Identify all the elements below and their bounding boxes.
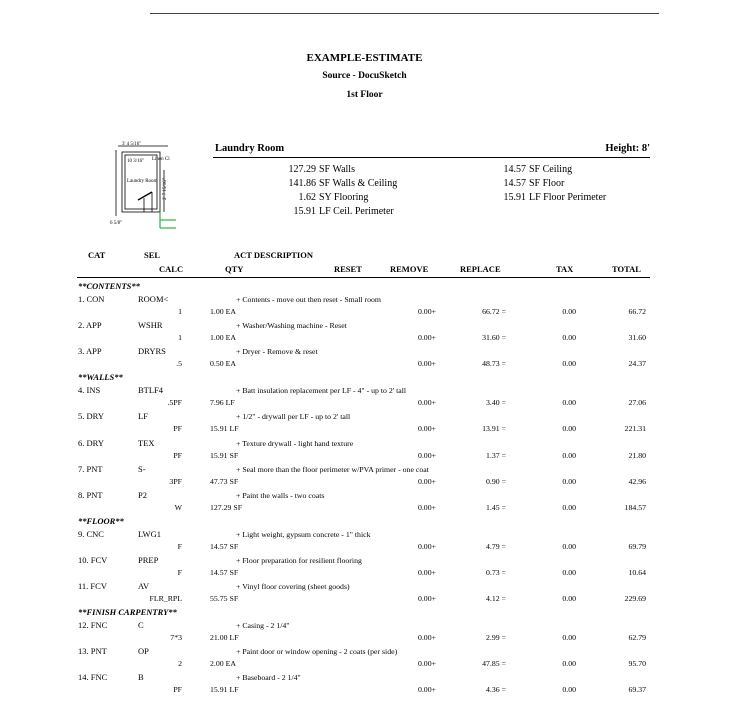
item-calc: 1: [178, 307, 182, 316]
item-remove: 0.00+: [417, 450, 436, 460]
measurement-unit: LF Floor Perimeter: [529, 192, 607, 203]
measurement-value: 14.57: [503, 178, 526, 189]
sketch-closet-label: Linen Cl: [152, 157, 170, 162]
item-tax: 0.00: [562, 450, 576, 460]
measurement-unit: SF Walls & Ceiling: [319, 178, 398, 189]
item-remove: 0.00+: [417, 333, 436, 343]
item-remove: 0.00+: [417, 359, 436, 369]
item-replace: 48.73 =: [482, 359, 506, 369]
item-description: + Light weight, gypsum concrete - 1" thick: [236, 529, 371, 539]
item-calc: 3PF: [169, 476, 182, 486]
item-number: 12. FNC: [78, 620, 108, 631]
item-quantity: 21.00 LF: [210, 633, 239, 643]
col-qty: QTY: [225, 264, 244, 274]
item-quantity: 1.00 EA: [210, 307, 236, 316]
item-description: + Dryer - Remove & reset: [236, 347, 318, 357]
item-replace: 1.37 =: [486, 450, 506, 460]
section-heading: **WALLS**: [78, 372, 123, 383]
item-calc: FLR_RPL: [149, 594, 182, 603]
top-rule: [150, 13, 659, 14]
item-selector: ROOM<: [138, 294, 169, 304]
item-description: + Texture drywall - light hand texture: [236, 438, 354, 448]
measurement-value: 15.91: [503, 192, 526, 203]
room-height: Height: 8': [605, 143, 650, 154]
sketch-dim-right: 2' 7 15/16": [163, 178, 168, 200]
header-rule: [77, 277, 650, 278]
estimate-source: Source - DocuSketch: [322, 71, 407, 81]
item-selector: AV: [138, 581, 150, 591]
item-remove: 0.00+: [417, 659, 436, 669]
item-tax: 0.00: [562, 633, 576, 643]
measurement-value: 127.29: [288, 164, 316, 175]
item-selector: WSHR: [138, 320, 163, 331]
item-quantity: 15.91 LF: [210, 685, 239, 695]
measurement-unit: LF Ceil. Perimeter: [319, 206, 394, 217]
item-number: 8. PNT: [78, 489, 103, 500]
item-selector: DRYRS: [138, 346, 166, 357]
item-total: 21.80: [628, 450, 646, 460]
item-tax: 0.00: [562, 659, 576, 669]
item-selector: C: [138, 620, 144, 631]
item-selector: S-: [138, 463, 146, 474]
item-description: + Casing - 2 1/4": [236, 621, 290, 631]
measurement-value: 1.62: [298, 192, 316, 203]
item-remove: 0.00+: [417, 633, 436, 643]
col-act-desc: ACT DESCRIPTION: [234, 250, 313, 260]
item-tax: 0.00: [562, 502, 576, 512]
item-description: + Paint door or window opening - 2 coats (per side): [236, 647, 398, 657]
col-replace: REPLACE: [460, 264, 501, 274]
measurement-value: 15.91: [293, 206, 316, 217]
item-remove: 0.00+: [417, 567, 436, 577]
item-description: + Vinyl floor covering (sheet goods): [236, 582, 350, 591]
col-cat: CAT: [88, 250, 106, 260]
sketch-dim-inner: 10 3/16": [127, 159, 145, 164]
item-replace: 4.79 =: [486, 541, 506, 551]
item-number: 6. DRY: [78, 437, 104, 448]
item-number: 10. FCV: [78, 554, 108, 565]
item-remove: 0.00+: [417, 594, 436, 603]
item-remove: 0.00+: [417, 476, 436, 486]
room-sketch: [108, 140, 180, 230]
item-tax: 0.00: [562, 541, 576, 551]
item-total: 69.37: [628, 685, 646, 695]
col-calc: CALC: [159, 264, 184, 274]
item-tax: 0.00: [562, 359, 576, 369]
item-calc: 2: [178, 659, 182, 669]
item-remove: 0.00+: [417, 398, 436, 408]
item-selector: OP: [138, 646, 149, 657]
estimate-title: EXAMPLE-ESTIMATE: [306, 52, 423, 64]
sketch-room-name: Laundry Room: [127, 179, 158, 184]
item-selector: TEX: [138, 437, 155, 448]
item-replace: 47.85 =: [482, 659, 506, 669]
item-calc: 1: [178, 333, 182, 343]
item-tax: 0.00: [562, 398, 576, 408]
item-total: 62.79: [628, 633, 646, 643]
item-calc: 7*3: [170, 633, 182, 643]
item-remove: 0.00+: [417, 424, 436, 434]
item-total: 27.06: [628, 398, 646, 408]
item-calc: F: [177, 541, 182, 551]
item-selector: B: [138, 672, 144, 683]
item-description: + Batt insulation replacement per LF - 4" - up to 2' tall: [236, 386, 407, 396]
item-calc: .5PF: [167, 398, 182, 408]
item-total: 24.37: [628, 359, 646, 369]
item-tax: 0.00: [562, 685, 576, 695]
item-description: + Contents - move out then reset - Small room: [236, 295, 381, 304]
measurement-value: 141.86: [288, 178, 316, 189]
item-tax: 0.00: [562, 567, 576, 577]
item-number: 3. APP: [78, 346, 102, 357]
item-number: 14. FNC: [78, 672, 108, 683]
item-number: 7. PNT: [78, 463, 103, 474]
item-number: 11. FCV: [78, 581, 107, 591]
item-calc: PF: [173, 685, 182, 695]
item-replace: 4.36 =: [486, 685, 506, 695]
sketch-dim-bottom: 6 5/8": [110, 221, 123, 226]
item-quantity: 47.73 SF: [210, 476, 239, 486]
item-replace: 0.73 =: [486, 567, 506, 577]
item-total: 229.69: [624, 594, 646, 603]
item-replace: 13.91 =: [482, 424, 506, 434]
item-total: 95.70: [628, 659, 646, 669]
item-remove: 0.00+: [417, 502, 436, 512]
item-quantity: 0.50 EA: [210, 359, 236, 369]
measurement-value: 14.57: [503, 164, 526, 175]
item-total: 42.96: [628, 476, 646, 486]
measurement-unit: SF Walls: [319, 164, 355, 175]
item-quantity: 7.96 LF: [210, 398, 235, 408]
col-remove: REMOVE: [390, 264, 429, 274]
room-name: Laundry Room: [215, 143, 285, 154]
item-number: 9. CNC: [78, 528, 104, 539]
item-remove: 0.00+: [417, 685, 436, 695]
section-heading: **FLOOR**: [78, 515, 124, 526]
section-heading: **CONTENTS**: [78, 281, 140, 291]
item-quantity: 55.75 SF: [210, 594, 239, 603]
item-tax: 0.00: [562, 333, 576, 343]
item-number: 1. CON: [78, 294, 105, 304]
item-quantity: 15.91 SF: [210, 450, 239, 460]
item-remove: 0.00+: [417, 307, 436, 316]
item-tax: 0.00: [562, 307, 576, 316]
item-replace: 2.99 =: [486, 633, 506, 643]
item-total: 69.79: [628, 541, 646, 551]
item-number: 5. DRY: [78, 411, 104, 422]
col-reset: RESET: [334, 264, 362, 274]
item-total: 31.60: [628, 333, 646, 343]
item-total: 10.64: [628, 567, 646, 577]
item-replace: 1.45 =: [486, 502, 506, 512]
item-remove: 0.00+: [417, 541, 436, 551]
room-rule: [213, 157, 650, 158]
item-total: 184.57: [624, 502, 646, 512]
measurement-unit: SF Floor: [529, 178, 565, 189]
item-tax: 0.00: [562, 424, 576, 434]
item-total: 66.72: [628, 307, 646, 316]
item-tax: 0.00: [562, 476, 576, 486]
item-calc: F: [177, 567, 182, 577]
item-number: 4. INS: [78, 385, 101, 396]
item-replace: 66.72 =: [482, 307, 506, 316]
col-sel: SEL: [144, 250, 161, 260]
item-quantity: 14.57 SF: [210, 567, 239, 577]
item-calc: PF: [173, 450, 182, 460]
item-replace: 4.12 =: [486, 594, 506, 603]
item-selector: PREP: [138, 554, 159, 565]
col-total: TOTAL: [612, 264, 641, 274]
item-number: 2. APP: [78, 320, 102, 331]
item-calc: .5: [176, 359, 182, 369]
item-description: + Washer/Washing machine - Reset: [236, 321, 347, 331]
item-description: + Floor preparation for resilient flooring: [236, 555, 362, 565]
item-selector: BTLF4: [138, 385, 164, 396]
item-description: + Baseboard - 2 1/4": [236, 673, 301, 683]
item-replace: 0.90 =: [486, 476, 506, 486]
item-selector: LWG1: [138, 528, 161, 539]
section-heading: **FINISH CARPENTRY**: [78, 607, 177, 618]
item-quantity: 1.00 EA: [210, 333, 236, 343]
item-calc: PF: [173, 424, 182, 434]
item-replace: 31.60 =: [482, 333, 506, 343]
item-calc: W: [174, 502, 182, 512]
item-description: + Seal more than the floor perimeter w/PVA primer - one coat: [236, 464, 429, 474]
item-quantity: 14.57 SF: [210, 541, 239, 551]
item-total: 221.31: [624, 424, 646, 434]
item-tax: 0.00: [562, 594, 576, 603]
item-quantity: 2.00 EA: [210, 659, 236, 669]
item-selector: LF: [138, 411, 148, 422]
measurement-unit: SY Flooring: [319, 192, 369, 203]
item-number: 13. PNT: [78, 646, 107, 657]
floor-label: 1st Floor: [346, 90, 383, 100]
item-description: + Paint the walls - two coats: [236, 490, 325, 500]
measurement-unit: SF Ceiling: [529, 164, 573, 175]
item-replace: 3.40 =: [486, 398, 506, 408]
item-quantity: 127.29 SF: [210, 502, 243, 512]
item-description: + 1/2" - drywall per LF - up to 2' tall: [236, 412, 351, 422]
sketch-dim-top: 3' 4 5/16": [122, 142, 142, 147]
item-selector: P2: [138, 489, 147, 500]
item-quantity: 15.91 LF: [210, 424, 239, 434]
col-tax: TAX: [556, 264, 574, 274]
